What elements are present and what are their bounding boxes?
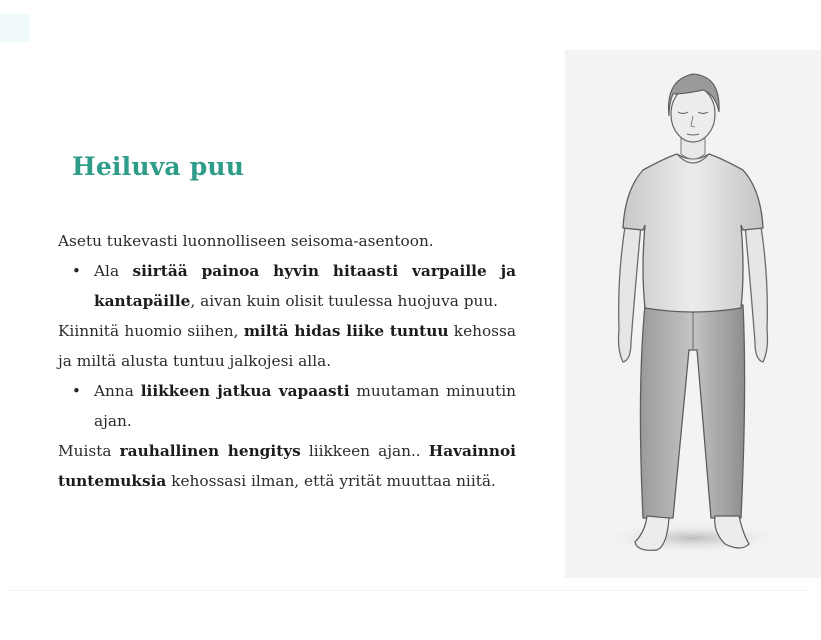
bold-run: Havainnoi tuntemuksia — [58, 442, 516, 490]
bold-run: liikkeen jatkua vapaasti — [140, 382, 350, 400]
text-run: kehossa ja miltä alusta tuntuu jalkojesi alla. — [58, 322, 517, 370]
text-run: Kiinnitä huomio siihen, — [58, 322, 244, 340]
bullet-item-2 — [94, 376, 516, 436]
text-run: , aivan kuin olisit tuulessa huojuva puu. — [190, 292, 499, 310]
paragraph-1 — [58, 226, 516, 256]
text-run: Anna — [94, 382, 141, 400]
text-run: muutaman minuutin ajan. — [94, 382, 517, 430]
person-drawing-icon — [565, 50, 821, 578]
text-run: Ala — [94, 262, 133, 280]
bold-run: miltä hidas liike tuntuu — [243, 322, 449, 340]
bullet-list-2 — [58, 376, 516, 436]
standing-person-illustration — [565, 50, 821, 578]
bullet-list-1 — [58, 256, 516, 316]
text-run: Muista — [58, 442, 120, 460]
bottom-divider — [10, 590, 810, 591]
paragraph-3 — [58, 436, 516, 496]
bold-run: siirtää painoa hyvin hitaasti varpaille ja kantapäille — [94, 262, 517, 310]
bold-run: rauhallinen hengitys — [119, 442, 301, 460]
instructions-body — [58, 226, 516, 496]
text-run: Asetu tukevasti luonnolliseen seisoma-asentoon. — [58, 232, 434, 250]
corner-tab — [0, 14, 30, 42]
slide-title: Heiluva puu — [72, 152, 245, 181]
text-run: kehossasi ilman, että yrität muuttaa niitä. — [166, 472, 496, 490]
text-run: liikkeen ajan.. — [300, 442, 429, 460]
paragraph-2 — [58, 316, 516, 376]
bullet-item-1 — [94, 256, 516, 316]
